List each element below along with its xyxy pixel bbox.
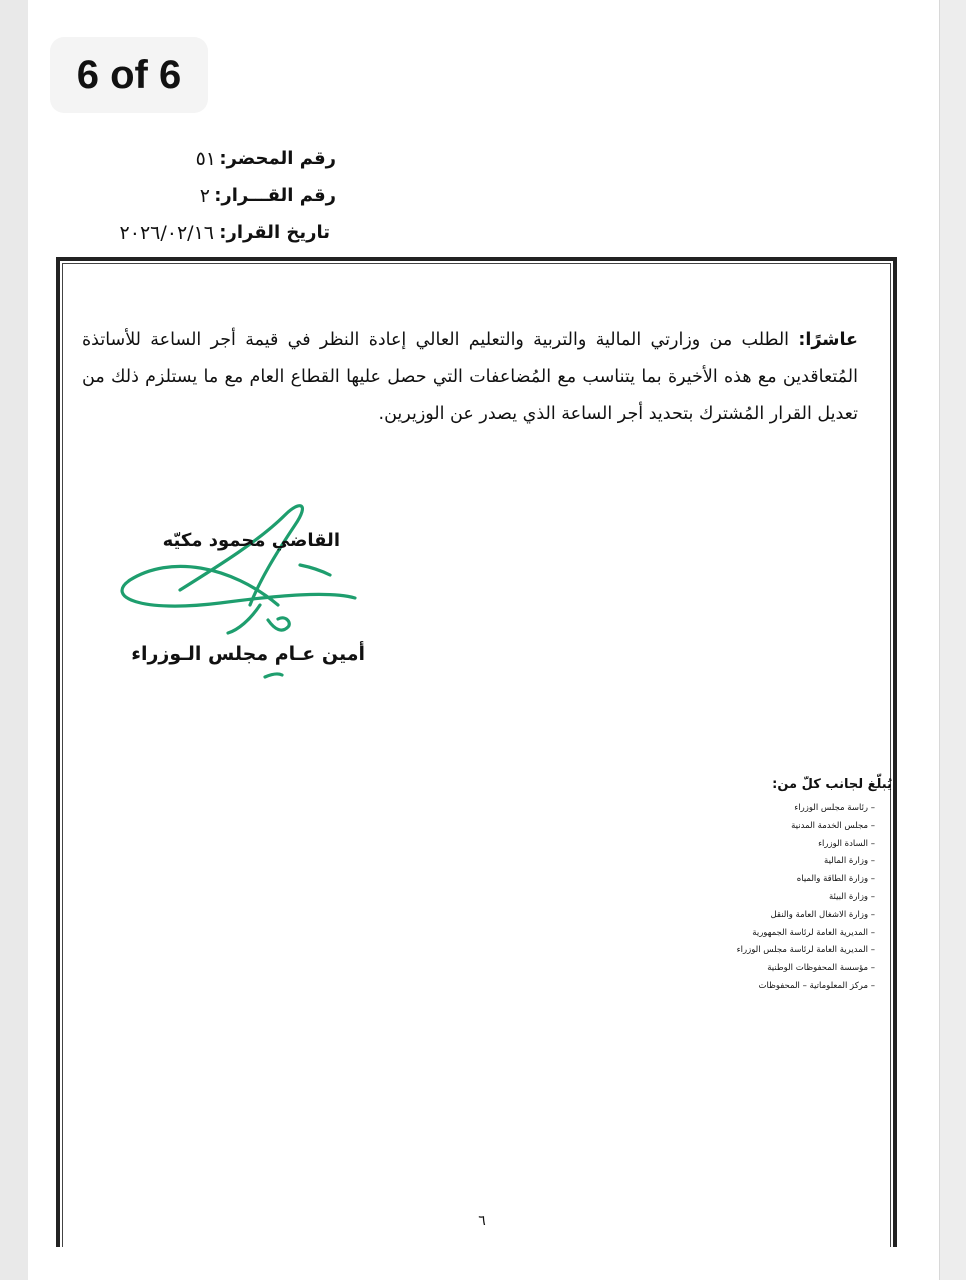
decision-date-label: تاريخ القرار: xyxy=(219,222,330,243)
list-item: – المديرية العامة لرئاسة الجمهورية xyxy=(752,927,875,938)
list-item: – وزارة المالية xyxy=(824,856,875,867)
clause-paragraph xyxy=(82,322,858,433)
decision-date-row xyxy=(100,222,330,256)
list-item: – وزارة الاشغال العامة والنقل xyxy=(770,909,875,920)
decision-date-value: ٢٠٢٦/٠٢/١٦ xyxy=(119,222,214,244)
page-indicator-text: 6 of 6 xyxy=(76,52,182,97)
record-number-value: ٥١ xyxy=(195,148,216,170)
decision-number-row xyxy=(180,185,336,219)
list-item: – المديرية العامة لرئاسة مجلس الوزراء xyxy=(736,945,875,956)
list-item: – وزارة الطاقة والمياه xyxy=(796,874,875,885)
handwritten-signature xyxy=(110,495,370,695)
record-number-row xyxy=(180,148,336,182)
list-item: – مؤسسة المحفوظات الوطنية xyxy=(767,963,875,974)
viewer-right-edge xyxy=(939,0,966,1280)
list-item: – مجلس الخدمة المدنية xyxy=(791,820,875,831)
viewer-left-edge xyxy=(0,0,28,1280)
signatory-name: القاضي محمود مكيّه xyxy=(162,530,340,551)
clause-heading: عاشرًا: xyxy=(798,330,858,350)
page-number: ٦ xyxy=(478,1213,486,1229)
distribution-list xyxy=(700,800,875,996)
distribution-title: يُبلّغ لجانب كلّ من: xyxy=(772,777,892,792)
record-number-label: رقم المحضر: xyxy=(219,148,336,169)
list-item: – وزارة البيئة xyxy=(829,891,875,902)
decision-number-label: رقم القـــرار: xyxy=(214,185,336,206)
clause-text: الطلب من وزارتي المالية والتربية والتعليم العالي إعادة النظر في قيمة أجر الساعة للأساتذة المُتعاقدين مع هذه الأخيرة بما يتناسب مع المُضاعفات التي حصل عليها القطاع العام مع ما يستلزم ذلك من تعديل القرار المُشترك بتحديد أجر الساعة الذي يصدر عن الوزيرين. xyxy=(82,330,858,424)
page-indicator-badge xyxy=(50,37,208,113)
list-item: – السادة الوزراء xyxy=(818,838,875,849)
list-item: – مركز المعلوماتية – المحفوظات xyxy=(758,980,875,991)
decision-number-value: ٢ xyxy=(199,185,210,207)
signatory-title: أمين عـام مجلس الـوزراء xyxy=(131,643,365,665)
list-item: – رئاسة مجلس الوزراء xyxy=(794,803,875,813)
